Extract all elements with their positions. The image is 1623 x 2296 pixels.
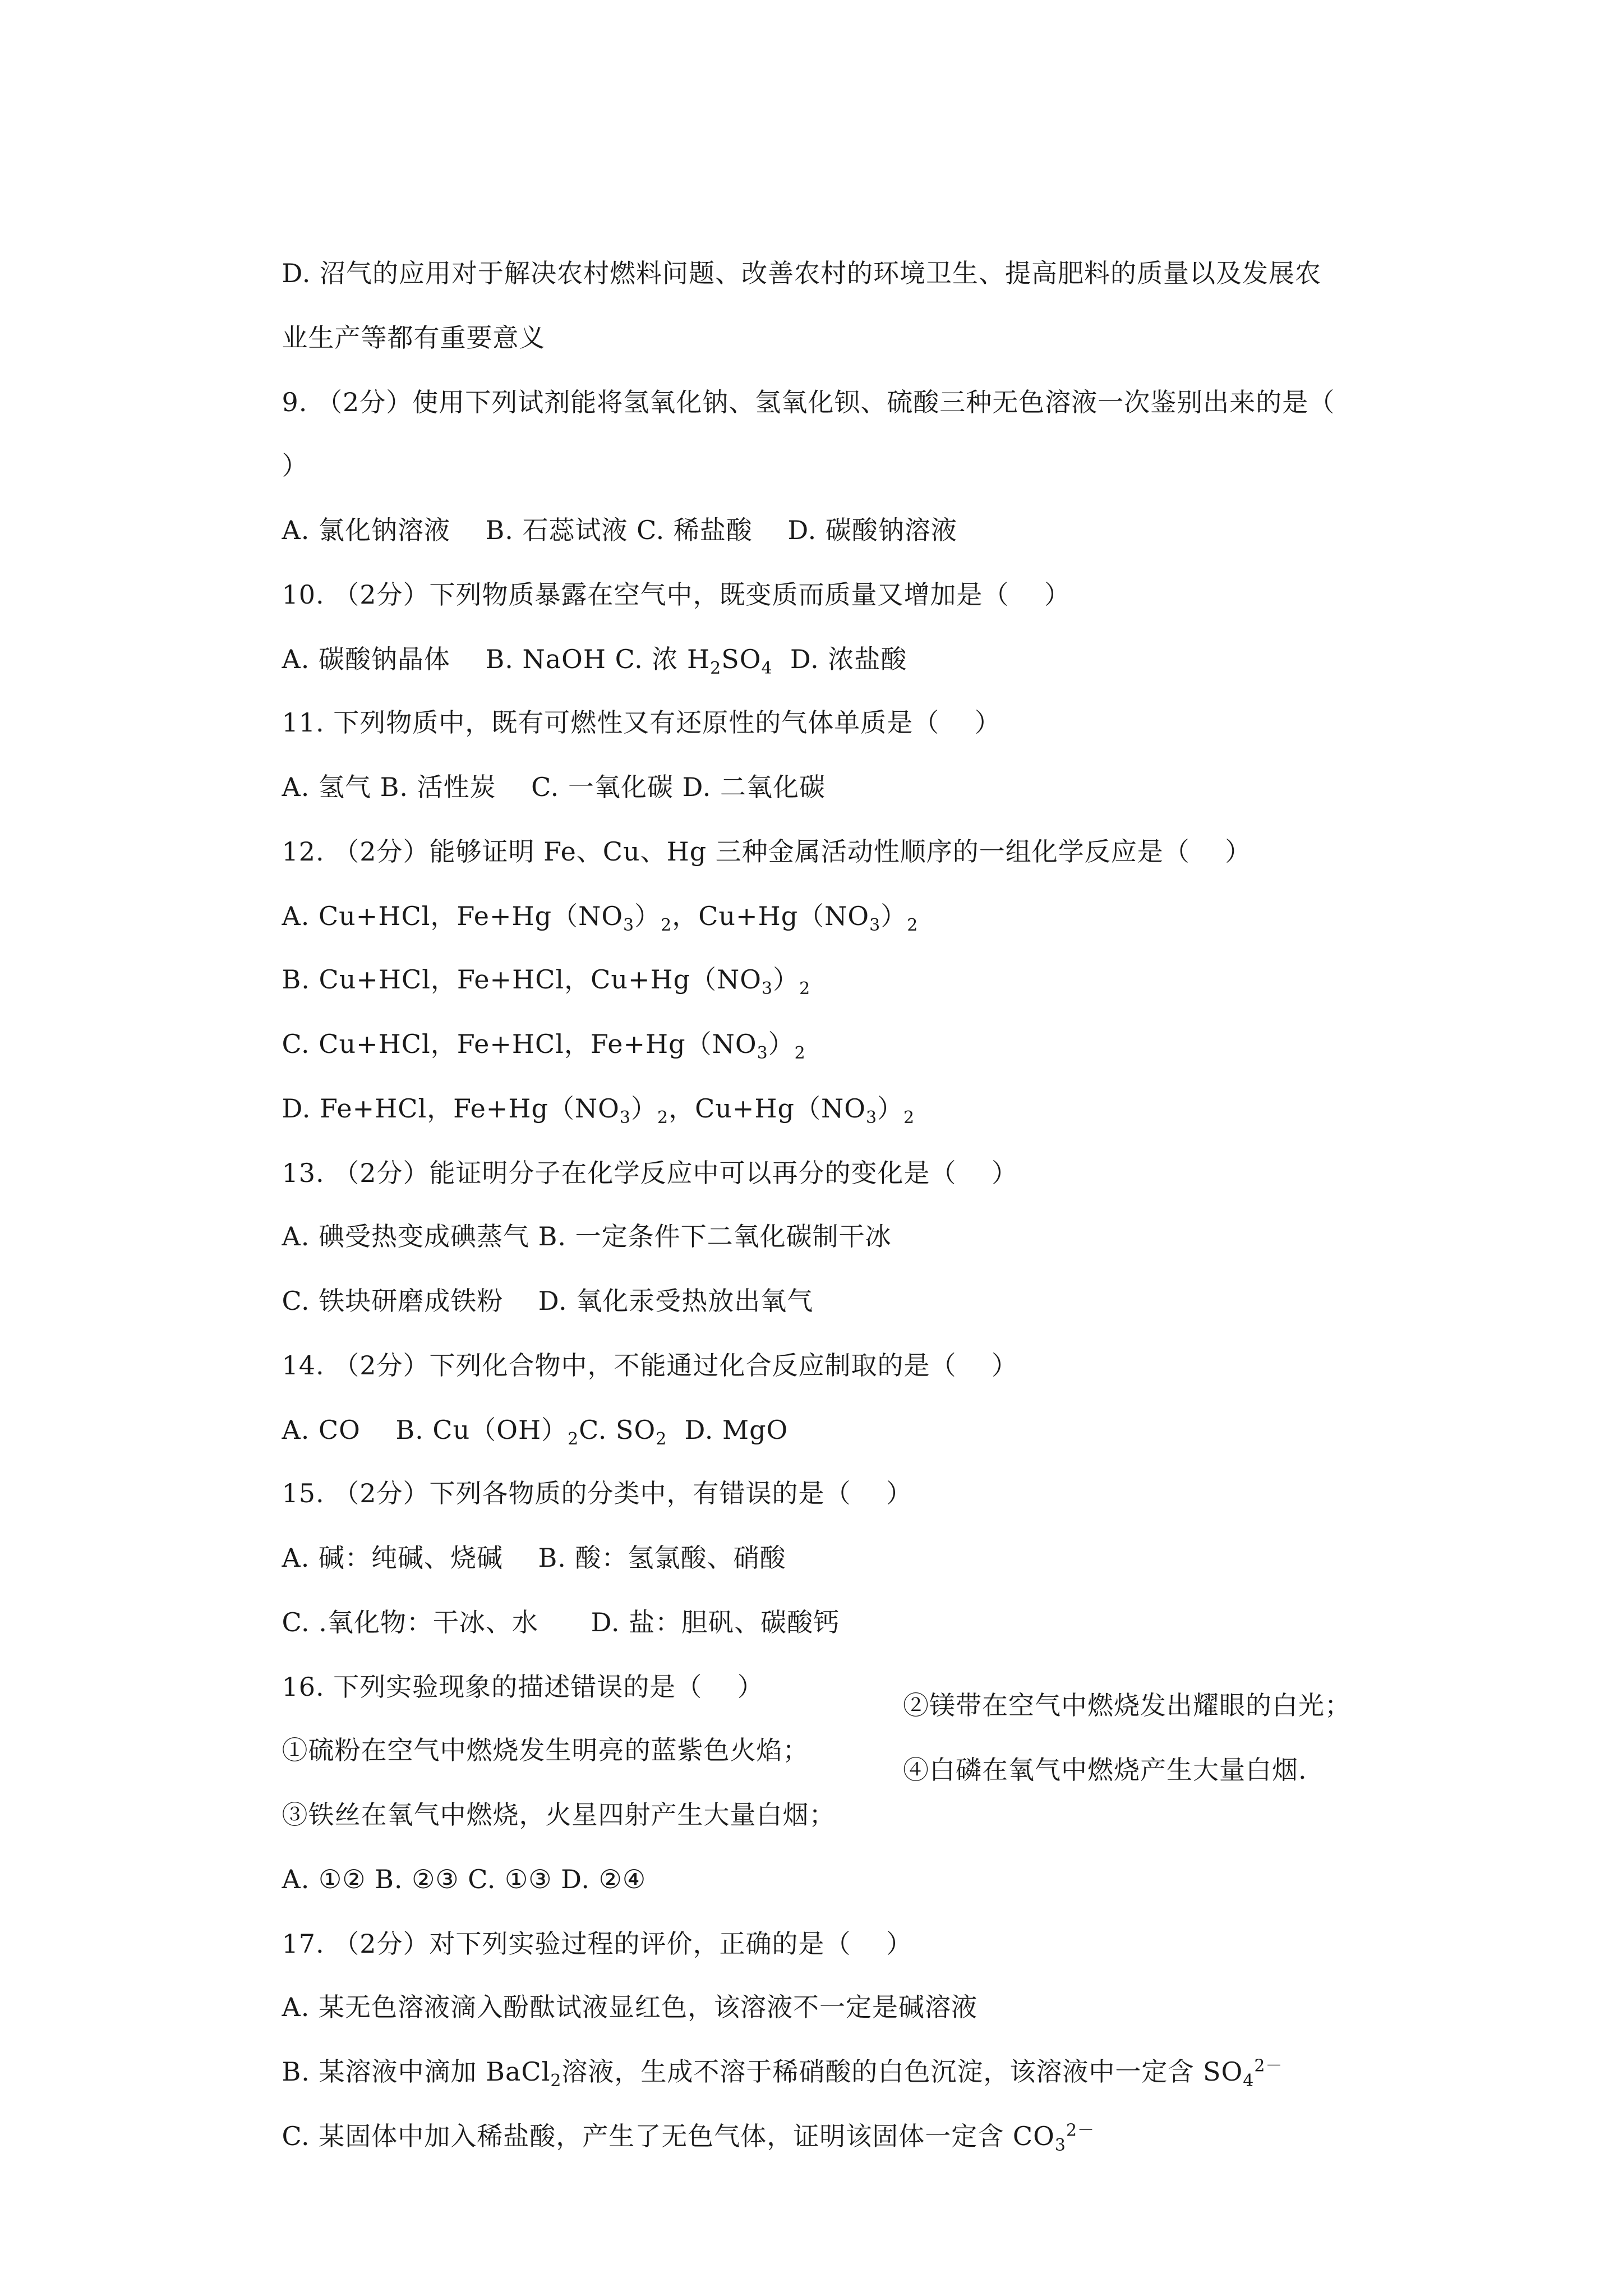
question-13-options-cd: C. 铁块研磨成铁粉 D. 氧化汞受热放出氧气 <box>282 1286 814 1316</box>
question-10-options: A. 碳酸钠晶体 B. NaOH C. 浓 $H_2SO_4$ D. 浓盐酸 <box>282 644 907 679</box>
question-16-statements-2: ③铁丝在氧气中燃烧，火星四射产生大量白烟； ④白磷在氧气中燃烧产生大量白烟. <box>282 1755 1307 1830</box>
question-15-options-ab: A. 碱：纯碱、烧碱 B. 酸：氢氯酸、硝酸 <box>282 1543 786 1573</box>
question-14-options: A. CO B. $Cu(OH)_2C$. $SO_2$ D. MgO <box>282 1415 789 1450</box>
question-15-options-cd: C. .氧化物：干冰、水 D. 盐：胆矾、碳酸钙 <box>282 1607 840 1637</box>
question-12-option-b: B. Cu+HCl，Fe+HCl，$Cu+Hg(NO_3)_2$ <box>282 964 811 999</box>
question-15: 15. （2分）下列各物质的分类中，有错误的是（ ） <box>282 1478 913 1508</box>
question-12: 12. （2分）能够证明 Fe、Cu、Hg 三种金属活动性顺序的一组化学反应是（ ） <box>282 836 1252 867</box>
question-12-option-d: D. Fe+HCl，$Fe+Hg(NO_3)_2$，$Cu+Hg(NO_3)_2$ <box>282 1093 915 1128</box>
question-16-options: A. ①② B. ②③ C. ①③ D. ②④ <box>282 1864 647 1894</box>
question-16-statements-1: ①硫粉在空气中燃烧发生明亮的蓝紫色火焰； ②镁带在空气中燃烧发出耀眼的白光； <box>282 1690 1351 1765</box>
question-17-option-b: B. 某溶液中滴加 BaCl$_2$溶液，生成不溶于稀硝酸的白色沉淀，该溶液中一定含 $SO_4^{2-}$ <box>282 2056 1283 2091</box>
question-11: 11. 下列物质中，既有可燃性又有还原性的气体单质是（ ） <box>282 707 1001 738</box>
question-9-options: A. 氯化钠溶液 B. 石蕊试液 C. 稀盐酸 D. 碳酸钠溶液 <box>282 515 957 545</box>
question-9: 9. （2分）使用下列试剂能将氢氧化钠、氢氧化钡、硫酸三种无色溶液一次鉴别出来的是（ <box>282 387 1335 417</box>
question-13-options-ab: A. 碘受热变成碘蒸气 B. 一定条件下二氧化碳制干冰 <box>282 1221 892 1251</box>
question-11-options: A. 氢气 B. 活性炭 C. 一氧化碳 D. 二氧化碳 <box>282 772 826 802</box>
question-12-option-a: A. Cu+HCl，$Fe+Hg(NO_3)_2$，$Cu+Hg(NO_3)_2$ <box>282 901 919 936</box>
question-16: 16. 下列实验现象的描述错误的是（ ） <box>282 1672 764 1702</box>
question-14: 14. （2分）下列化合物中，不能通过化合反应制取的是（ ） <box>282 1350 1018 1381</box>
question-17-option-a: A. 某无色溶液滴入酚酞试液显红色，该溶液不一定是碱溶液 <box>282 1992 978 2022</box>
question-17-option-c: C. 某固体中加入稀盐酸，产生了无色气体，证明该固体一定含 $CO_3^{2-}$ <box>282 2120 1095 2156</box>
option-8d: D. 沼气的应用对于解决农村燃料问题、改善农村的环境卫生、提高肥料的质量以及发展农 <box>282 258 1321 288</box>
question-10: 10. （2分）下列物质暴露在空气中，既变质而质量又增加是（ ） <box>282 579 1071 610</box>
question-12-option-c: C. Cu+HCl，Fe+HCl，$Fe+Hg(NO_3)_2$ <box>282 1029 806 1064</box>
question-9-continued: ） <box>282 450 308 481</box>
question-13: 13. （2分）能证明分子在化学反应中可以再分的变化是（ ） <box>282 1158 1018 1188</box>
option-8d-continued: 业生产等都有重要意义 <box>282 323 546 353</box>
question-17: 17. （2分）对下列实验过程的评价，正确的是（ ） <box>282 1929 913 1959</box>
